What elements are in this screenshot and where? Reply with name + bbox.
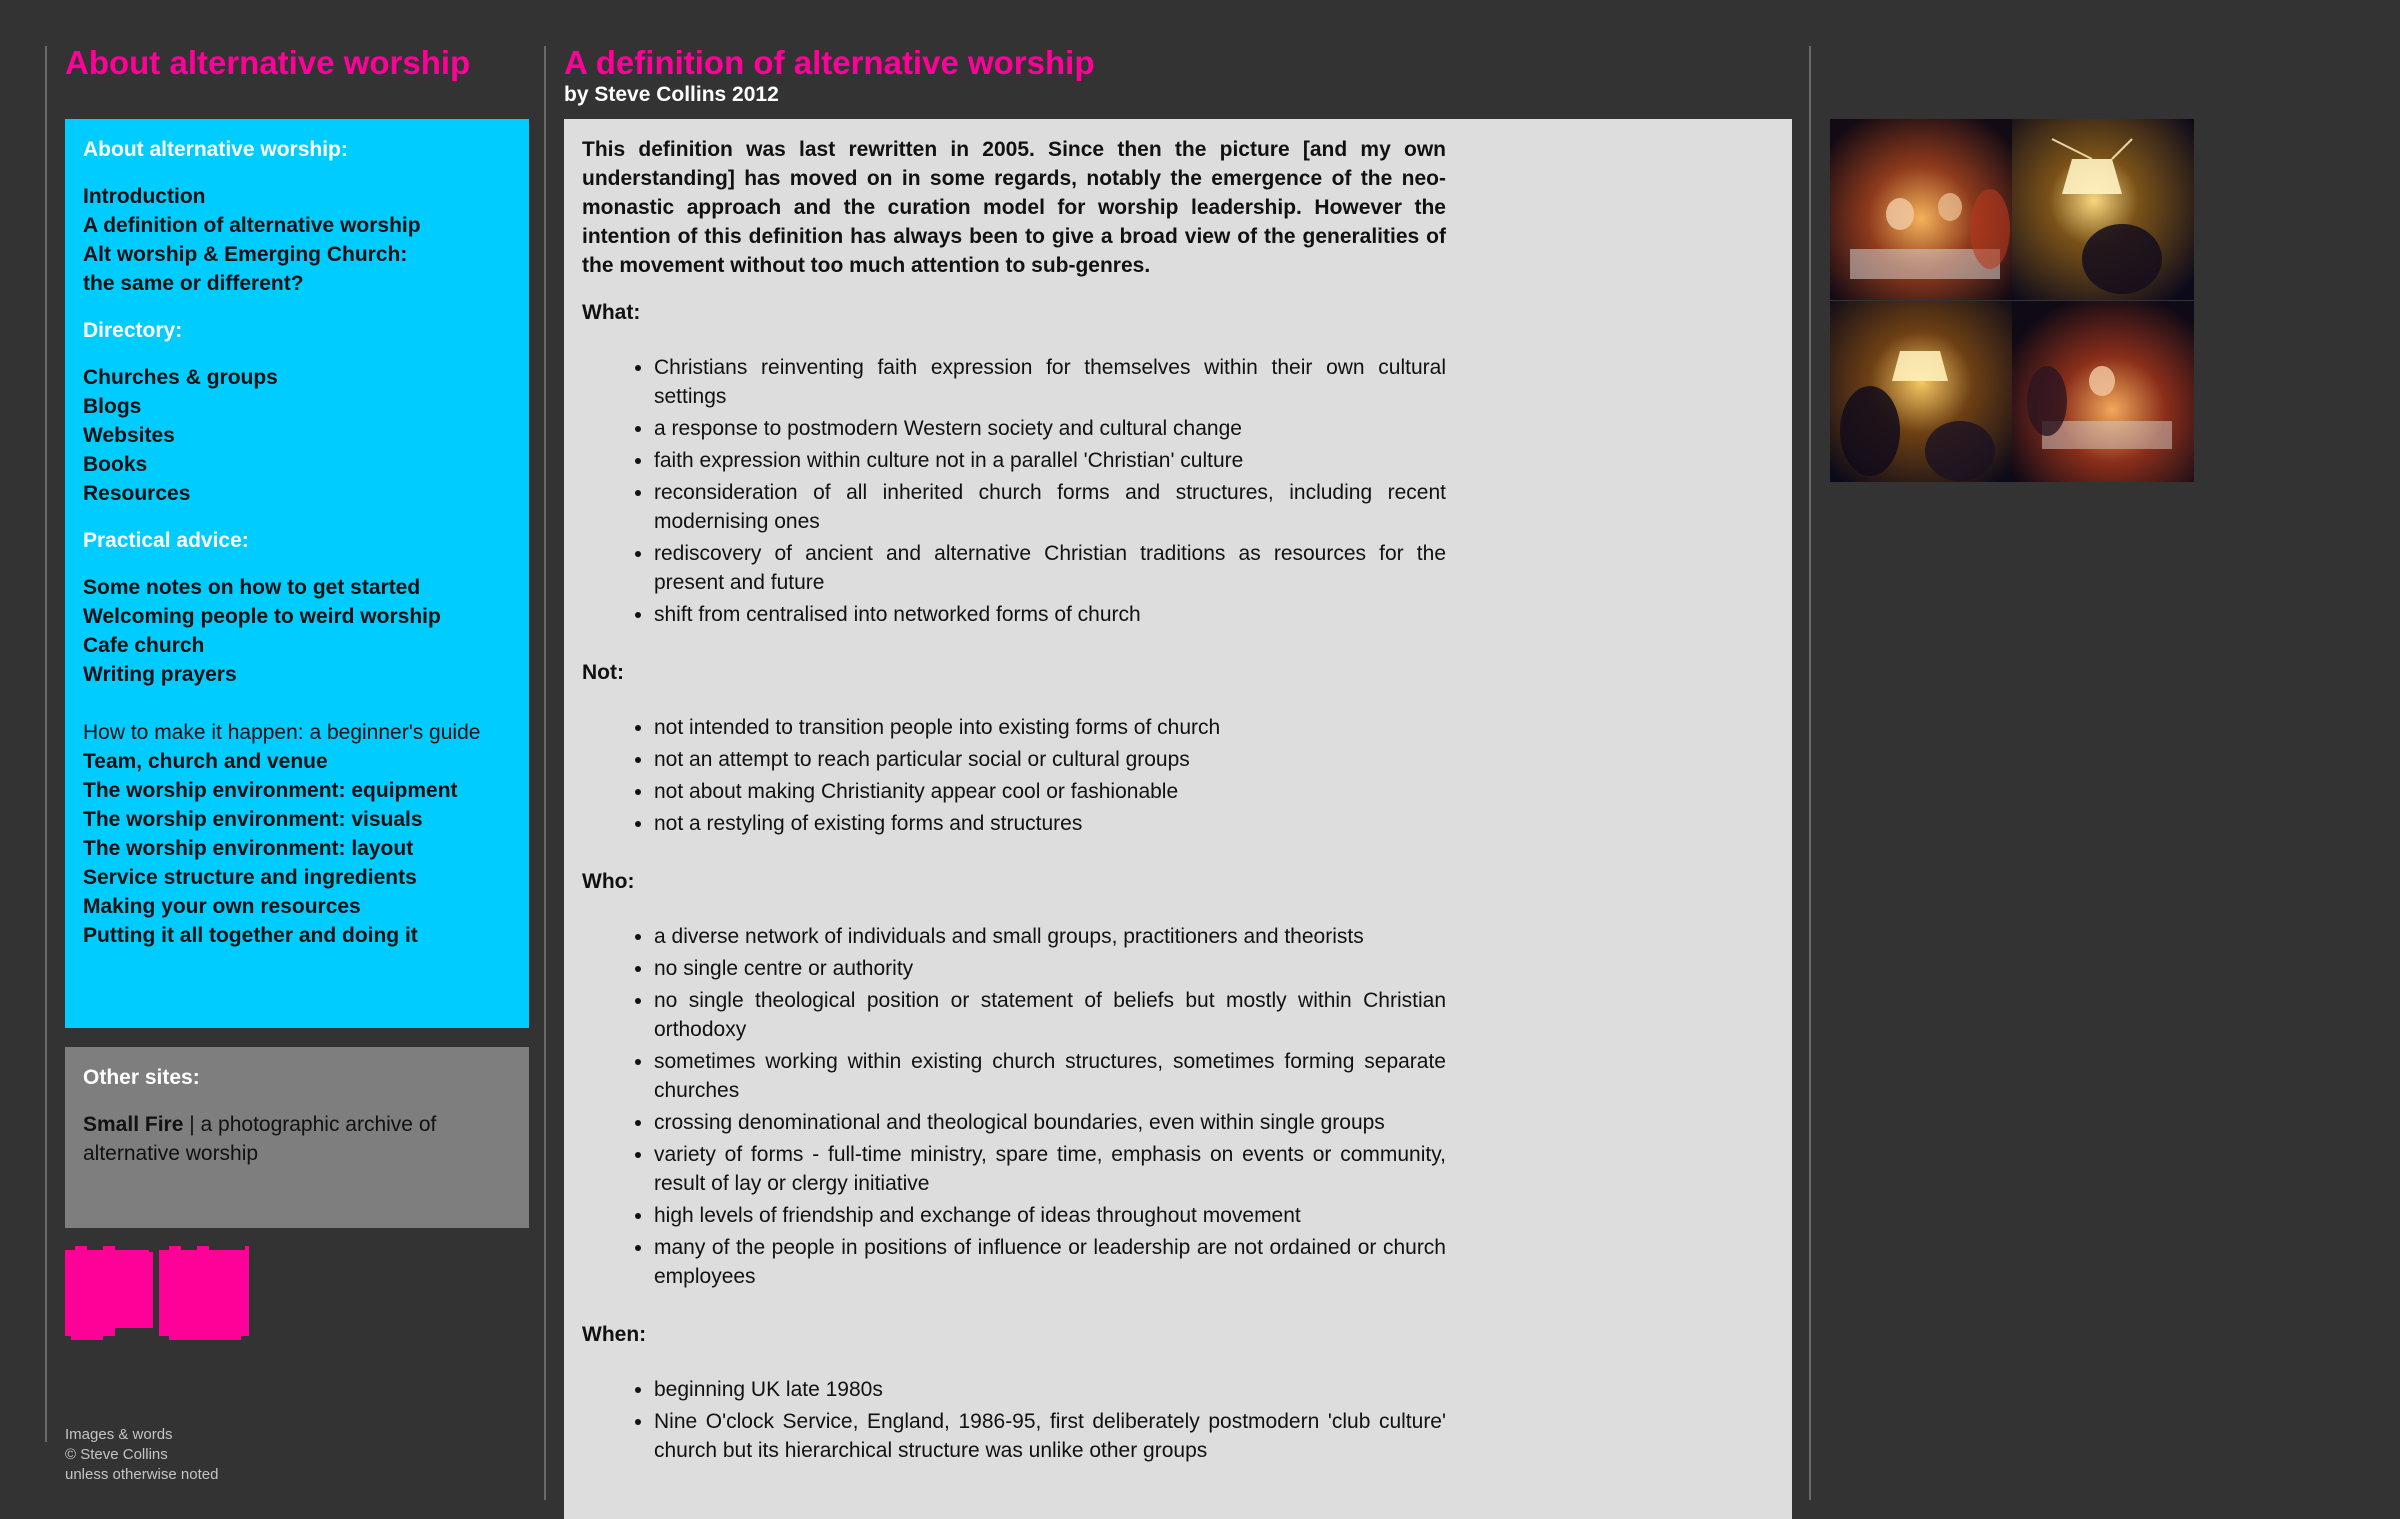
article-content-panel [564, 119, 1792, 1519]
photo-grid [1830, 119, 2196, 483]
nav-link-cafe-church[interactable]: Cafe church [83, 634, 205, 657]
main-column-divider-right [1809, 46, 1811, 1500]
nav-spacer [83, 689, 511, 718]
list-item: • reconsideration of all inherited church forms and structures, including recent modernising ones [654, 478, 1446, 536]
list-item: • not an attempt to reach particular social or cultural groups [654, 745, 1446, 774]
nav-link-websites[interactable]: Websites [83, 424, 175, 447]
other-sites-panel [65, 1047, 529, 1228]
nav-link-resources[interactable]: Resources [83, 482, 191, 505]
list-item: • faith expression within culture not in a parallel 'Christian' culture [654, 446, 1446, 475]
list-item: • rediscovery of ancient and alternative Christian traditions as resources for the present and future [654, 539, 1446, 597]
footer-line-1: Images & words [65, 1426, 173, 1443]
list-item: • variety of forms - full-time ministry, spare time, emphasis on events or community, result of lay or clergy initiative [654, 1140, 1446, 1198]
footer-line-3: unless otherwise noted [65, 1466, 219, 1483]
nav-guide-title: How to make it happen: a beginner's guide [83, 721, 481, 744]
nav-link-books[interactable]: Books [83, 453, 148, 476]
nav-link-welcoming-people[interactable]: Welcoming people to weird worship [83, 605, 441, 628]
nav-heading-about: About alternative worship: [83, 138, 348, 161]
list-item: • Nine O'clock Service, England, 1986-95, first deliberately postmodern 'club culture' church but its hierarchical structure was unlike other groups [654, 1407, 1446, 1465]
nav-link-team-church-venue[interactable]: Team, church and venue [83, 750, 328, 773]
nav-link-environment-visuals[interactable]: The worship environment: visuals [83, 808, 423, 831]
nav-link-getting-started[interactable]: Some notes on how to get started [83, 576, 421, 599]
footer-line-2: © Steve Collins [65, 1446, 168, 1463]
nav-link-making-resources[interactable]: Making your own resources [83, 895, 361, 918]
site-logo[interactable] [65, 1246, 249, 1340]
site-title: About alternative worship [65, 44, 471, 81]
section-heading-who: Who: [582, 870, 635, 893]
nav-link-blogs[interactable]: Blogs [83, 395, 142, 418]
worship-photo-3 [1830, 301, 2012, 482]
worship-photo-2 [2012, 119, 2194, 300]
nav-link-putting-it-together[interactable]: Putting it all together and doing it [83, 924, 418, 947]
nav-link-alt-worship-emerging-church[interactable]: Alt worship & Emerging Church: [83, 243, 408, 266]
nav-link-environment-layout[interactable]: The worship environment: layout [83, 837, 414, 860]
list-not [582, 713, 1446, 838]
article-byline: by Steve Collins 2012 [564, 83, 779, 106]
list-item: • not a restyling of existing forms and structures [654, 809, 1446, 838]
list-item: • a diverse network of individuals and small groups, practitioners and theorists [654, 922, 1446, 951]
nav-heading-practical: Practical advice: [83, 529, 249, 552]
nav-link-definition[interactable]: A definition of alternative worship [83, 214, 421, 237]
list-item: • many of the people in positions of influence or leadership are not ordained or church employees [654, 1233, 1446, 1291]
footer-credits [65, 1425, 218, 1485]
list-item: • crossing denominational and theological boundaries, even within single groups [654, 1108, 1446, 1137]
list-item: • sometimes working within existing church structures, sometimes forming separate churches [654, 1047, 1446, 1105]
nav-link-same-or-different[interactable]: the same or different? [83, 272, 304, 295]
nav-link-writing-prayers[interactable]: Writing prayers [83, 663, 237, 686]
worship-photo-1 [1830, 119, 2012, 300]
other-sites-heading: Other sites: [83, 1066, 200, 1089]
main-column-divider-left [544, 46, 546, 1500]
logo-block-left [65, 1246, 153, 1340]
article-body [582, 135, 1446, 1465]
small-fire-link[interactable]: Small Fire [83, 1113, 184, 1136]
list-item: • not about making Christianity appear cool or fashionable [654, 777, 1446, 806]
section-heading-not: Not: [582, 661, 624, 684]
nav-link-environment-equipment[interactable]: The worship environment: equipment [83, 779, 458, 802]
list-item: • high levels of friendship and exchange of ideas throughout movement [654, 1201, 1446, 1230]
list-who [582, 922, 1446, 1291]
list-what [582, 353, 1446, 629]
nav-link-introduction[interactable]: Introduction [83, 185, 206, 208]
nav-group-directory [83, 363, 511, 508]
list-item: • no single centre or authority [654, 954, 1446, 983]
main-column [564, 44, 1792, 1462]
worship-photo-4 [2012, 301, 2194, 482]
list-item: • no single theological position or statement of beliefs but mostly within Christian orthodoxy [654, 986, 1446, 1044]
other-sites-entry [83, 1110, 511, 1168]
nav-group-practical [83, 573, 511, 950]
small-fire-description: | a photographic archive of alternative worship [83, 1113, 437, 1165]
nav-group-about [83, 182, 511, 298]
list-item: • Christians reinventing faith expression for themselves within their own cultural settings [654, 353, 1446, 411]
left-column [65, 44, 529, 1483]
section-heading-when: When: [582, 1323, 647, 1346]
list-item: • beginning UK late 1980s [654, 1375, 1446, 1404]
list-when [582, 1375, 1446, 1465]
section-heading-what: What: [582, 301, 641, 324]
nav-heading-directory: Directory: [83, 319, 183, 342]
navigation-panel [65, 119, 529, 1028]
list-item: • shift from centralised into networked forms of church [654, 600, 1446, 629]
article-title: A definition of alternative worship [564, 44, 1095, 81]
nav-link-churches-groups[interactable]: Churches & groups [83, 366, 278, 389]
left-column-divider [45, 46, 47, 1442]
list-item: • a response to postmodern Western society and cultural change [654, 414, 1446, 443]
list-item: • not intended to transition people into existing forms of church [654, 713, 1446, 742]
nav-link-service-structure[interactable]: Service structure and ingredients [83, 866, 417, 889]
logo-block-right [159, 1246, 249, 1340]
article-intro: This definition was last rewritten in 2005. Since then the picture [and my own understanding] has moved on in some regards, notably the emergence of the neo-monastic approach and the curation model for worship leadership. However the intention of this definition has always been to give a broad view of the generalities of the movement without too much attention to sub-genres. [582, 138, 1446, 277]
